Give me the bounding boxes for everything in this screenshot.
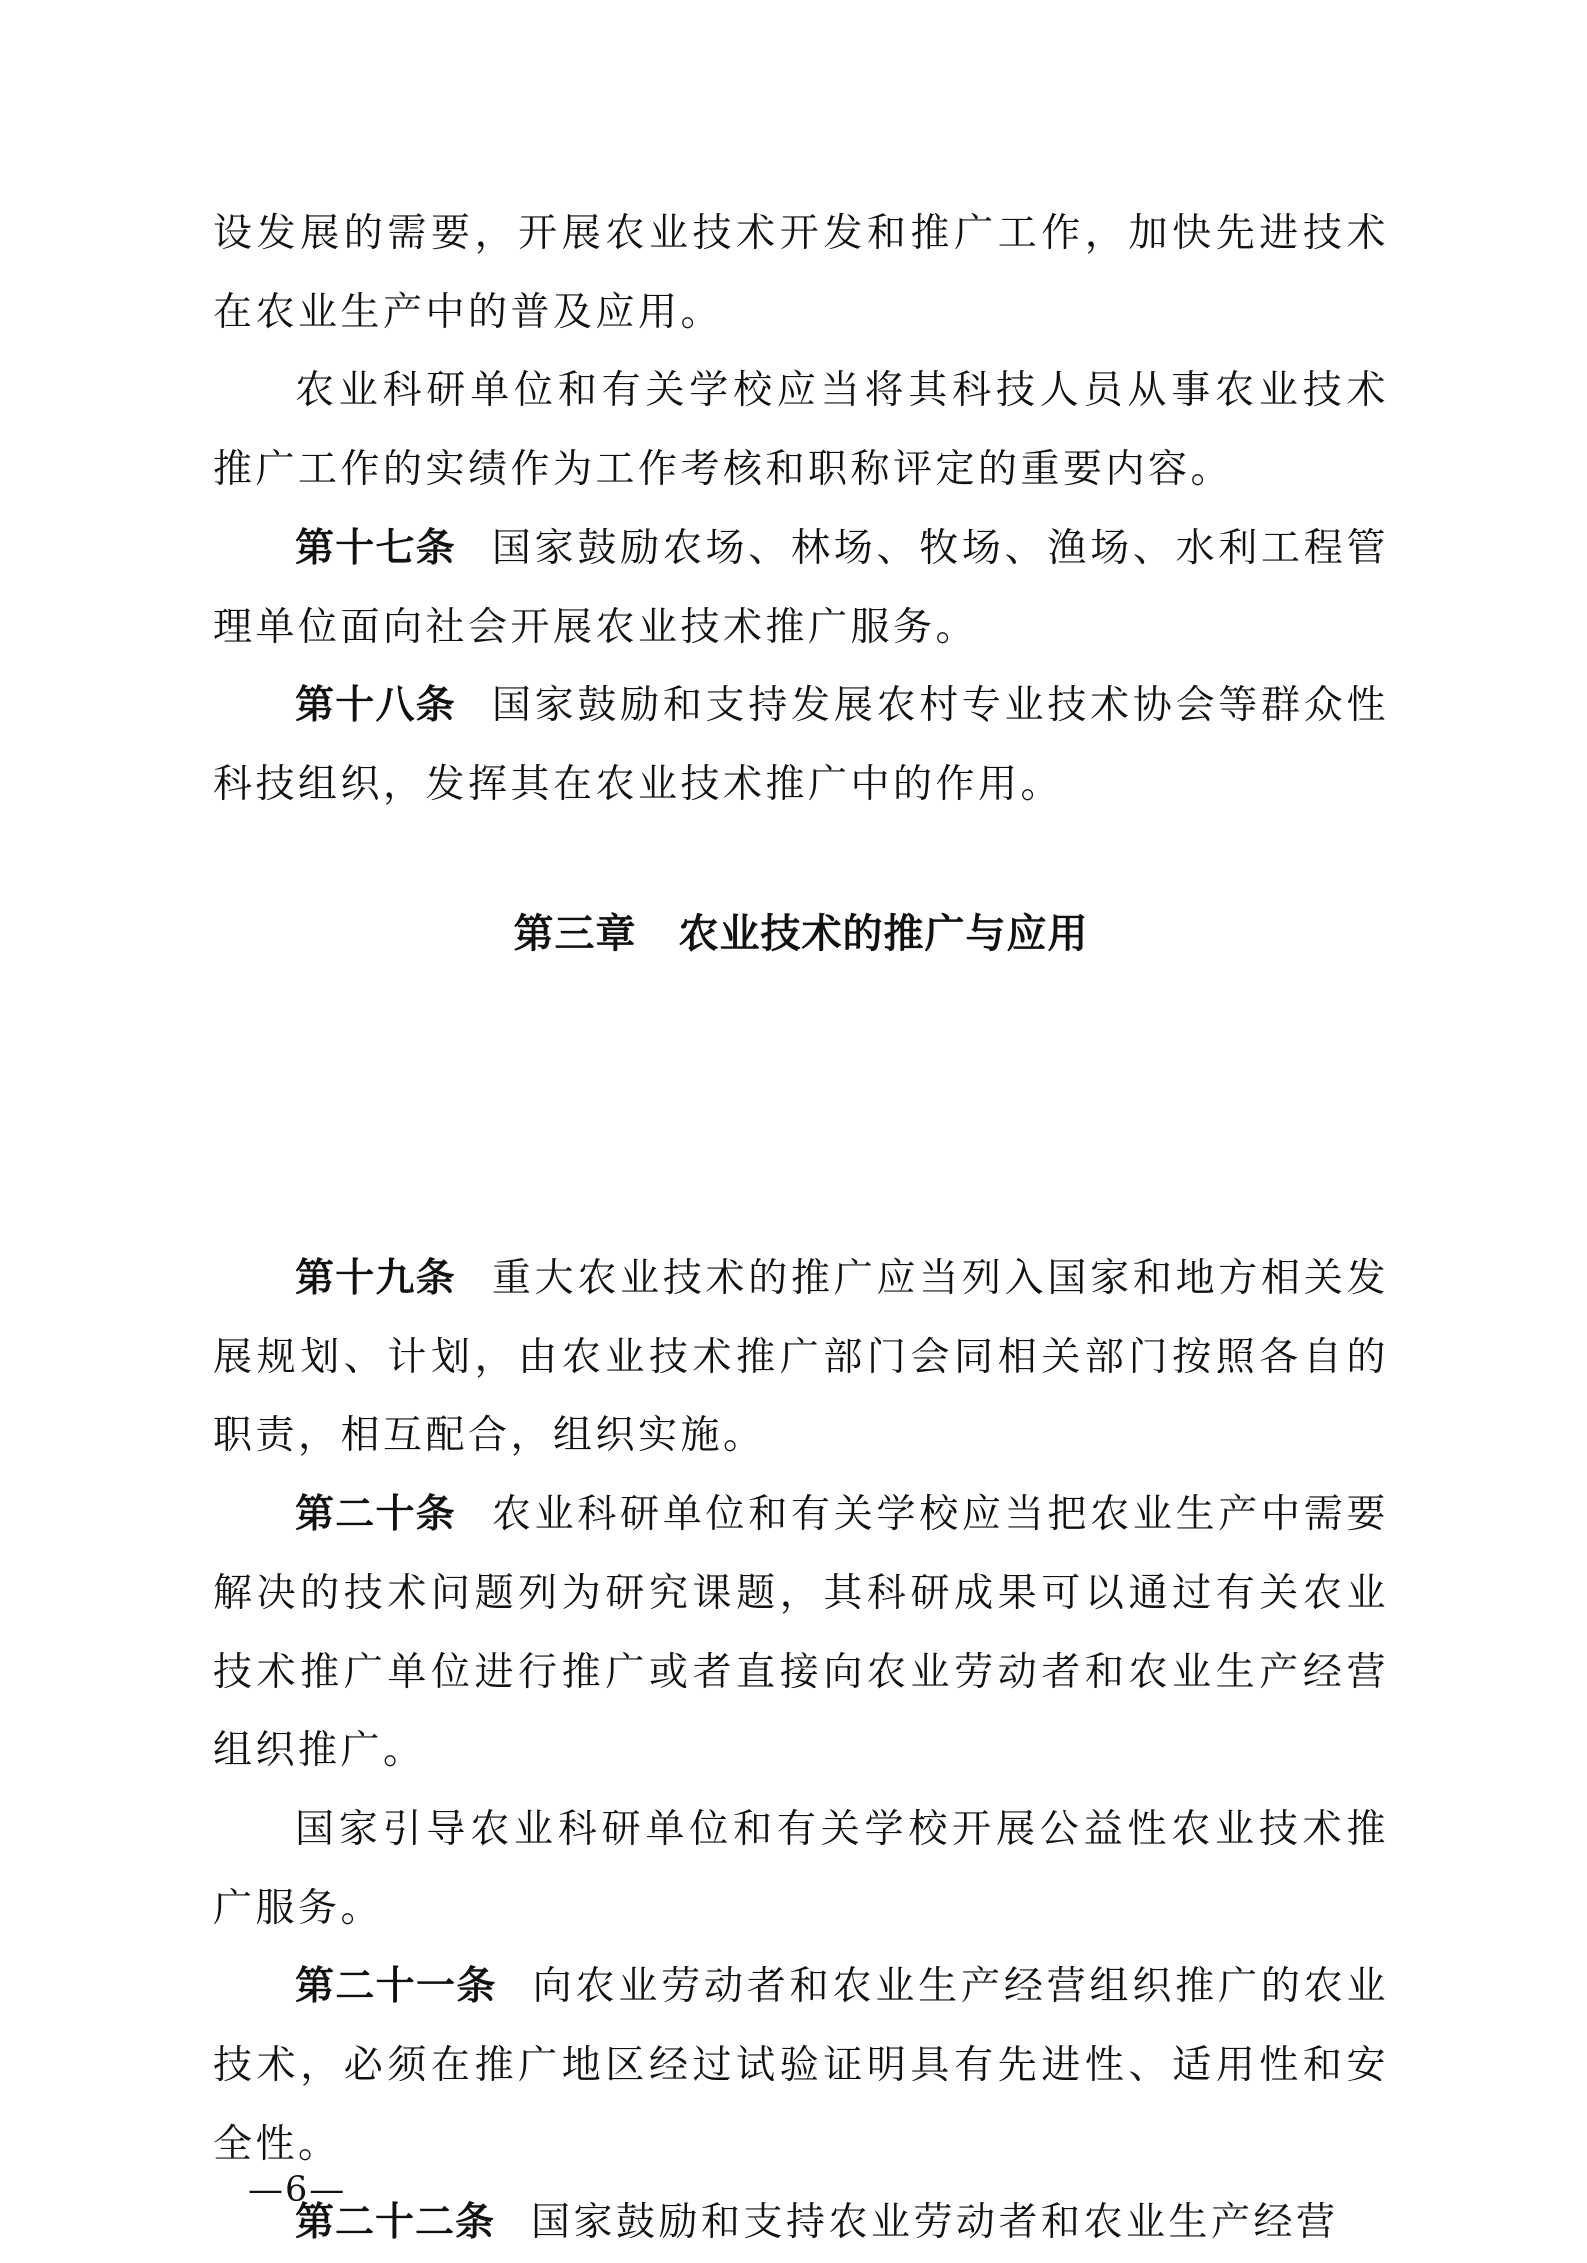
paragraph-text: 国家鼓励农场、林场、牧场、渔场、水利工程管理单位面向社会开展农业技术推广服务。 xyxy=(213,525,1389,650)
paragraph xyxy=(213,1948,1389,2184)
article-number: 第二十一条 xyxy=(295,1964,497,2010)
paragraph xyxy=(213,195,1389,352)
page-number: —6— xyxy=(248,2170,347,2210)
paragraph-text: 国家鼓励和支持农业劳动者和农业生产经营 xyxy=(531,2200,1339,2246)
article-number: 第十九条 xyxy=(295,1256,456,1301)
article-number: 第二十二条 xyxy=(295,2200,496,2246)
paragraph-text: 农业科研单位和有关学校应当将其科技人员从事农业技术推广工作的实绩作为工作考核和职称评定的重要内容。 xyxy=(213,368,1389,493)
article-number: 第十八条 xyxy=(295,683,456,729)
paragraph xyxy=(213,1476,1389,1791)
paragraph-text: 设发展的需要，开展农业技术开发和推广工作，加快先进技术在农业生产中的普及应用。 xyxy=(213,211,1389,335)
paragraph xyxy=(213,2184,1389,2263)
paragraph xyxy=(213,352,1389,509)
paragraph xyxy=(213,667,1389,824)
chapter-number: 第三章 xyxy=(513,911,637,957)
paragraph-text: 农业科研单位和有关学校应当把农业生产中需要解决的技术问题列为研究课题，其科研成果可以通过有关农业技术推广单位进行推广或者直接向农业劳动者和农业生产经营组织推广。 xyxy=(213,1492,1389,1774)
paragraph xyxy=(213,1240,1389,1476)
section-before-chapter xyxy=(213,195,1389,825)
paragraph-text: 重大农业技术的推广应当列入国家和地方相关发展规划、计划，由农业技术推广部门会同相关部门按照各自的职责，相互配合，组织实施。 xyxy=(213,1256,1389,1459)
document-page xyxy=(213,195,1389,2246)
article-number: 第二十条 xyxy=(295,1492,456,1538)
paragraph xyxy=(213,1791,1389,1948)
chapter-heading xyxy=(213,902,1389,959)
paragraph-text: 国家引导农业科研单位和有关学校开展公益性农业技术推广服务。 xyxy=(213,1806,1389,1931)
paragraph xyxy=(213,510,1389,667)
article-number: 第十七条 xyxy=(295,525,456,571)
paragraph-text: 向农业劳动者和农业生产经营组织推广的农业技术，必须在推广地区经过试验证明具有先进性、适用性和安全性。 xyxy=(213,1964,1389,2167)
paragraph-text: 国家鼓励和支持发展农村专业技术协会等群众性科技组织，发挥其在农业技术推广中的作用。 xyxy=(213,683,1389,807)
section-after-chapter xyxy=(213,1240,1389,2263)
chapter-title: 农业技术的推广与应用 xyxy=(678,911,1089,957)
